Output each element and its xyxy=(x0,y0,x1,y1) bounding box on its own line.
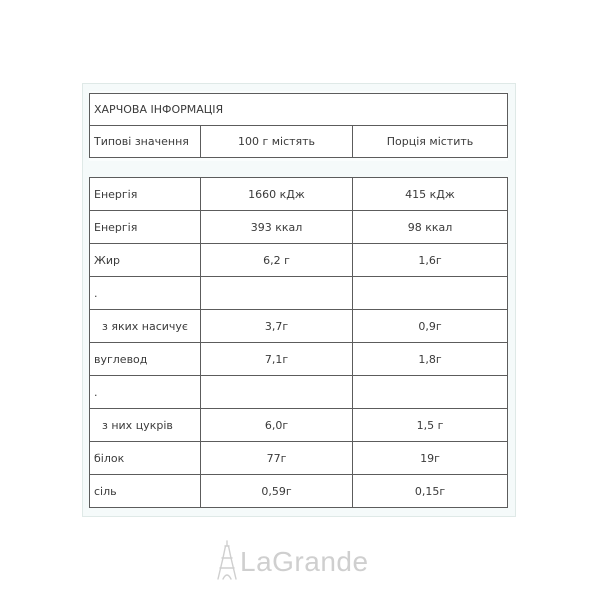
row-portion: 415 кДж xyxy=(353,178,508,211)
row-per-100g: 6,0г xyxy=(201,409,353,442)
table-row xyxy=(90,376,508,409)
row-per-100g xyxy=(201,376,353,409)
row-per-100g: 3,7г xyxy=(201,310,353,343)
row-portion: 0,9г xyxy=(353,310,508,343)
row-per-100g: 1660 кДж xyxy=(201,178,353,211)
row-label: вуглевод xyxy=(90,343,201,376)
table-row xyxy=(90,244,508,277)
nutrition-values-table xyxy=(89,177,508,508)
row-label: білок xyxy=(90,442,201,475)
column-header-portion: Порція містить xyxy=(353,126,508,158)
table-row xyxy=(90,343,508,376)
row-per-100g: 393 ккал xyxy=(201,211,353,244)
row-label: з них цукрів xyxy=(90,409,201,442)
row-portion: 1,8г xyxy=(353,343,508,376)
row-per-100g xyxy=(201,277,353,310)
eiffel-tower-icon xyxy=(216,540,238,584)
table-row xyxy=(90,277,508,310)
row-label: сіль xyxy=(90,475,201,508)
watermark-text: LaGrande xyxy=(240,546,369,577)
row-per-100g: 6,2 г xyxy=(201,244,353,277)
table-title: ХАРЧОВА ІНФОРМАЦІЯ xyxy=(90,94,508,126)
table-row xyxy=(90,409,508,442)
column-header-row xyxy=(90,126,508,158)
row-label: . xyxy=(90,376,201,409)
table-row xyxy=(90,211,508,244)
row-portion xyxy=(353,376,508,409)
row-label: Енергія xyxy=(90,178,201,211)
row-per-100g: 77г xyxy=(201,442,353,475)
row-label: . xyxy=(90,277,201,310)
row-per-100g: 7,1г xyxy=(201,343,353,376)
row-portion xyxy=(353,277,508,310)
table-row xyxy=(90,178,508,211)
table-row xyxy=(90,310,508,343)
table-row xyxy=(90,442,508,475)
nutrition-header-table xyxy=(89,93,508,158)
row-portion: 1,5 г xyxy=(353,409,508,442)
row-per-100g: 0,59г xyxy=(201,475,353,508)
column-header-per-100g: 100 г містять xyxy=(201,126,353,158)
title-row xyxy=(90,94,508,126)
row-portion: 98 ккал xyxy=(353,211,508,244)
row-portion: 19г xyxy=(353,442,508,475)
row-label: Жир xyxy=(90,244,201,277)
table-row xyxy=(90,475,508,508)
row-label: з яких насичує xyxy=(90,310,201,343)
row-label: Енергія xyxy=(90,211,201,244)
row-portion: 0,15г xyxy=(353,475,508,508)
row-portion: 1,6г xyxy=(353,244,508,277)
column-header-typical: Типові значення xyxy=(90,126,201,158)
lagrande-watermark xyxy=(216,540,369,584)
